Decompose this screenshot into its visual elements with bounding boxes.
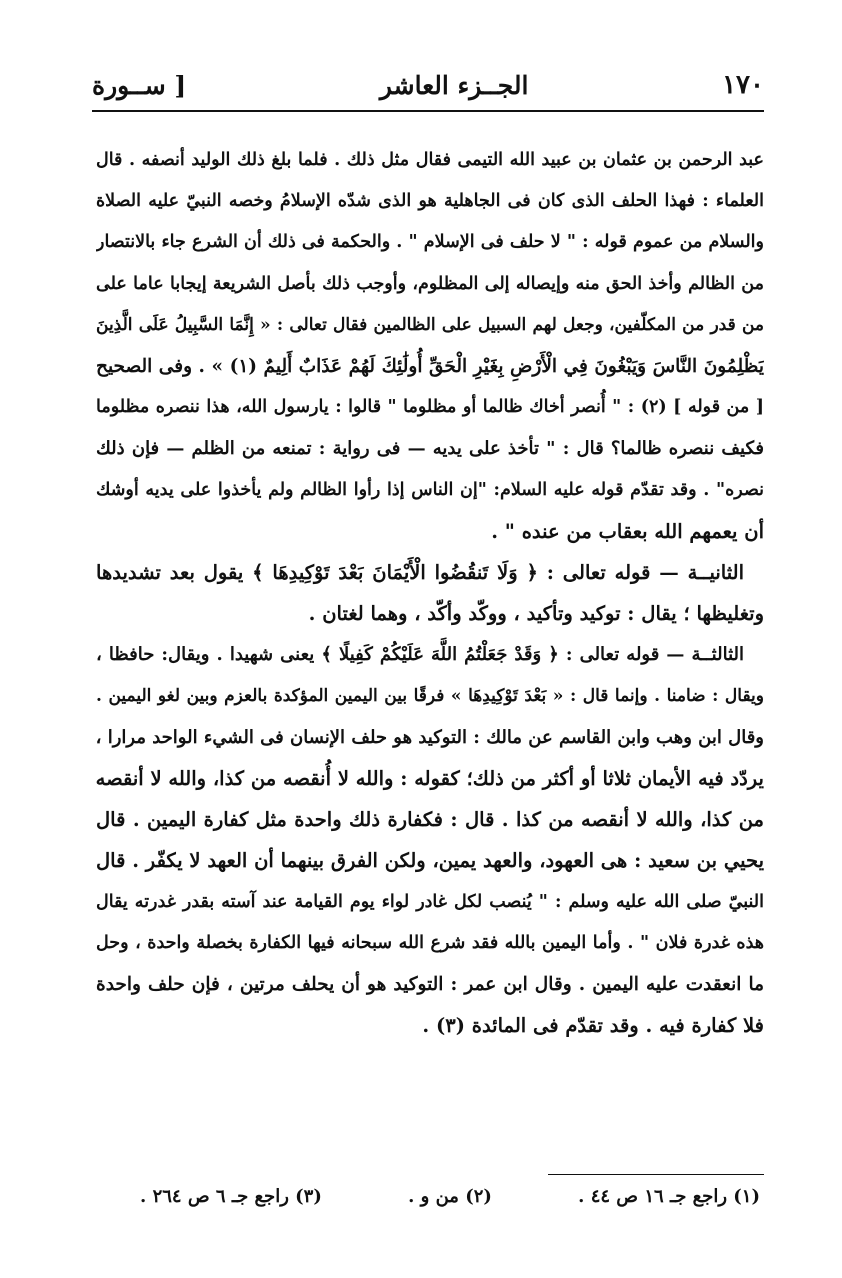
text-line: من الظالم وأخذ الحق منه وإيصاله إلى المظلوم، وأوجب ذلك بأصل الشريعة إيجابا عاما على [96, 273, 764, 294]
surah-label: [ ســورة [92, 70, 187, 100]
text-line: عبد الرحمن بن عثمان بن عبيد الله التيمى فقال مثل ذلك . فلما بلغ ذلك الوليد أنصفه . قال [96, 150, 764, 170]
text-line: الثالثــة — قوله تعالى : ﴿ وَقَدْ جَعَلْتُمُ اللَّهَ عَلَيْكُمْ كَفِيلًا ﴾ يعنى شهيدا . ويقال: حافظا ، [96, 644, 744, 666]
page-number: ١٧٠ [722, 70, 764, 100]
footnote-rule [548, 1174, 764, 1175]
text-line: يَظْلِمُونَ النَّاسَ وَيَبْغُونَ فِي الْأَرْضِ بِغَيْرِ الْحَقِّ أُولَٰئِكَ لَهُمْ عَذَابٌ أَلِيمٌ (١) » . وفى الصحيح [96, 356, 764, 378]
text-line: الثانيــة — قوله تعالى : ﴿ وَلَا تَنقُضُوا الْأَيْمَانَ بَعْدَ تَوْكِيدِهَا ﴾ يقول بعد تشديدها [96, 561, 744, 585]
footnote-1: (١) راجع جـ ١٦ ص ٤٤ . [578, 1186, 760, 1207]
header-rule [92, 110, 764, 112]
text-line: نصره" . وقد تقدّم قوله عليه السلام: "إن الناس إذا رأوا الظالم ولم يأخذوا على يديه أوشك [96, 479, 764, 500]
text-line: ما انعقدت عليه اليمين . وقال ابن عمر : التوكيد هو أن يحلف مرتين ، فإن حلف واحدة [96, 974, 764, 996]
text-line: من كذا، والله لا أنقصه من كذا . قال : فكفارة ذلك واحدة مثل كفارة اليمين . قال [96, 808, 764, 832]
text-line: يحيي بن سعيد : هى العهود، والعهد يمين، ولكن الفرق بينهما أن العهد لا يكفّر . قال [96, 849, 764, 873]
text-line: ويقال : ضامنا . وإنما قال : « بَعْدَ تَوْكِيدِهَا » فرقًا بين اليمين المؤكدة بالعزم وبين لغو اليمين . [96, 685, 764, 706]
page-header [92, 62, 764, 108]
text-line: وتغليظها ؛ يقال : توكيد وتأكيد ، ووكّد وأكّد ، وهما لغتان . [308, 602, 764, 626]
text-line: العلماء : فهذا الحلف الذى كان فى الجاهلية هو الذى شدّه الإسلامُ وخصه النبيّ عليه الصلاة [96, 191, 764, 212]
footnote-3: (٣) راجع جـ ٦ ص ٢٦٤ . [140, 1186, 322, 1207]
text-line: [ من قوله ] (٢) : " أُنصر أخاك ظالما أو مظلوما " قالوا : يارسول الله، هذا ننصره مظلوما [96, 397, 764, 418]
running-head: الجــزء العاشر [379, 70, 529, 100]
text-line: أن يعمهم الله بعقاب من عنده " . [491, 519, 764, 543]
text-line: هذه غدرة فلان " . وأما اليمين بالله فقد شرع الله سبحانه فيها الكفارة بخصلة واحدة ، وحل [96, 932, 764, 953]
text-line: والسلام من عموم قوله : " لا حلف فى الإسلام " . والحكمة فى ذلك أن الشرع جاء بالانتصار [96, 232, 764, 253]
main-text [96, 140, 764, 1046]
text-line: من قدر من المكلّفين، وجعل لهم السبيل على الظالمين فقال تعالى : « إِنَّمَا السَّبِيلُ عَلَى الَّذِينَ [96, 314, 764, 335]
footnote-2: (٢) من و . [408, 1186, 492, 1207]
text-line: فكيف ننصره ظالما؟ قال : " تأخذ على يديه — فى رواية : تمنعه من الظلم — فإن ذلك [96, 438, 764, 460]
text-line: فلا كفارة فيه . وقد تقدّم فى المائدة (٣) . [422, 1014, 764, 1038]
text-line: وقال ابن وهب وابن القاسم عن مالك : التوكيد هو حلف الإنسان فى الشيء الواحد مرارا ، [96, 726, 764, 748]
text-line: يردّد فيه الأيمان ثلاثا أو أكثر من ذلك؛ كقوله : والله لا أُنقصه من كذا، والله لا أنقصه [96, 767, 764, 791]
text-line: النبيّ صلى الله عليه وسلم : " يُنصب لكل غادر لواء يوم القيامة عند آسته بقدر غدرته يقال [96, 891, 764, 912]
footnotes [140, 1186, 760, 1207]
